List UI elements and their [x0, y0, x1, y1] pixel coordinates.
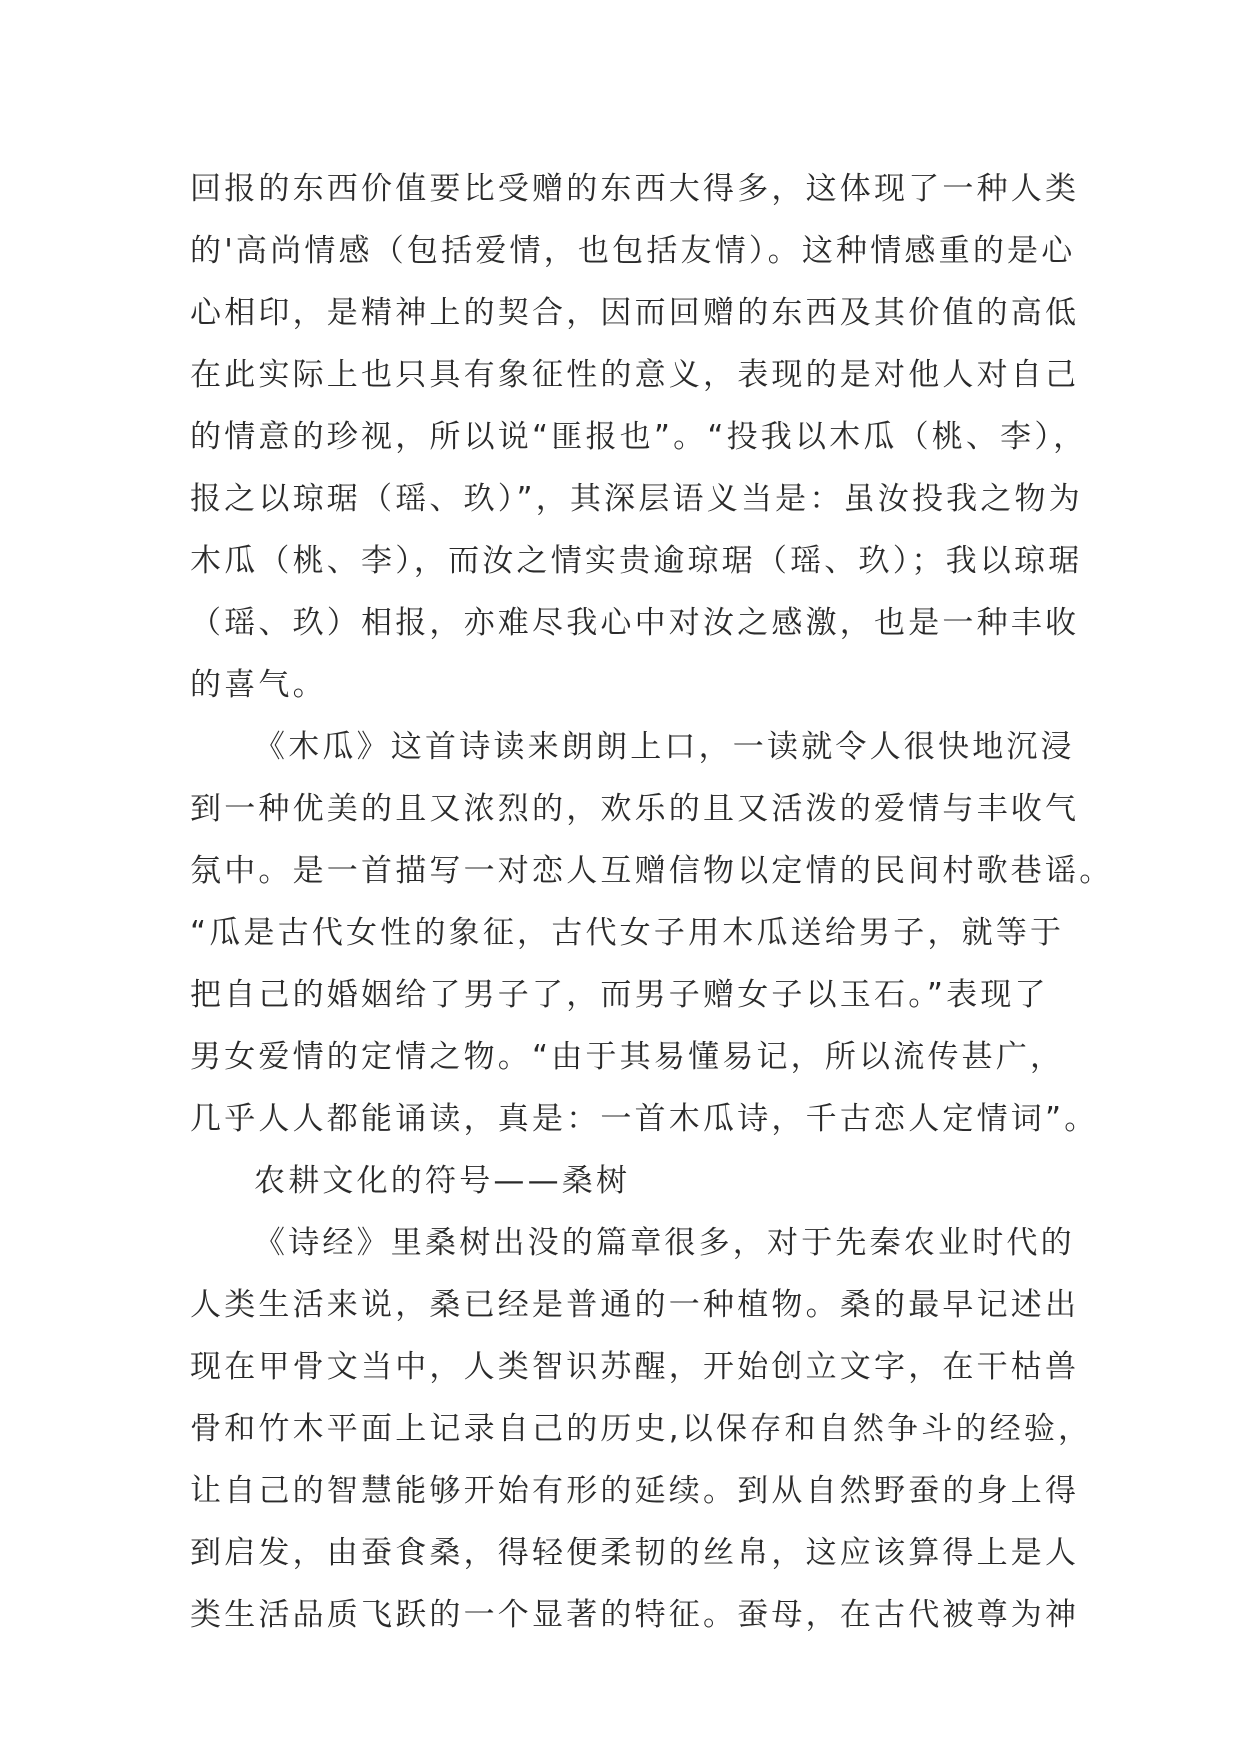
text-line: 木瓜（桃、李），而汝之情实贵逾琼琚（瑶、玖）；我以琼琚	[190, 543, 1083, 579]
text-line: 的喜气。	[190, 667, 327, 703]
text-line: 的'高尚情感（包括爱情，也包括友情）。这种情感重的是心	[190, 233, 1076, 269]
text-line: 骨和竹木平面上记录自己的历史,以保存和自然争斗的经验，	[190, 1411, 1093, 1447]
text-line: （瑶、玖）相报，亦难尽我心中对汝之感激，也是一种丰收	[190, 605, 1080, 641]
text-line: 到启发，由蚕食桑，得轻便柔韧的丝帛，这应该算得上是人	[190, 1535, 1080, 1571]
text-line: 男女爱情的定情之物。“由于其易懂易记，所以流传甚广，	[190, 1039, 1065, 1075]
text-line: 把自己的婚姻给了男子了，而男子赠女子以玉石。”表现了	[190, 977, 1049, 1013]
text-line: 到一种优美的且又浓烈的，欢乐的且又活泼的爱情与丰收气	[190, 791, 1080, 827]
text-line: 几乎人人都能诵读，真是：一首木瓜诗，千古恋人定情词”。	[190, 1101, 1099, 1137]
text-line: 报之以琼琚（瑶、玖）”，其深层语义当是：虽汝投我之物为	[190, 481, 1083, 517]
body-text	[190, 158, 1114, 1646]
text-line: 让自己的智慧能够开始有形的延续。到从自然野蚕的身上得	[190, 1473, 1080, 1509]
text-line: 回报的东西价值要比受赠的东西大得多，这体现了一种人类	[190, 171, 1080, 207]
text-line: 现在甲骨文当中，人类智识苏醒，开始创立文字，在干枯兽	[190, 1349, 1080, 1385]
section-heading: 农耕文化的符号——桑树	[254, 1163, 631, 1199]
paragraph-start-line: 《诗经》里桑树出没的篇章很多，对于先秦农业时代的	[254, 1225, 1075, 1261]
text-line: 的情意的珍视，所以说“匪报也”。“投我以木瓜（桃、李），	[190, 419, 1088, 455]
text-line: 在此实际上也只具有象征性的意义，表现的是对他人对自己	[190, 357, 1080, 393]
text-line: 人类生活来说，桑已经是普通的一种植物。桑的最早记述出	[190, 1287, 1080, 1323]
paragraph-start-line: 《木瓜》这首诗读来朗朗上口，一读就令人很快地沉浸	[254, 729, 1075, 765]
text-line: 心相印，是精神上的契合，因而回赠的东西及其价值的高低	[190, 295, 1080, 331]
text-line: 类生活品质飞跃的一个显著的特征。蚕母，在古代被尊为神	[190, 1597, 1080, 1633]
text-line: 氛中。是一首描写一对恋人互赠信物以定情的民间村歌巷谣。	[190, 853, 1114, 889]
text-line: “瓜是古代女性的象征，古代女子用木瓜送给男子，就等于	[190, 915, 1065, 951]
